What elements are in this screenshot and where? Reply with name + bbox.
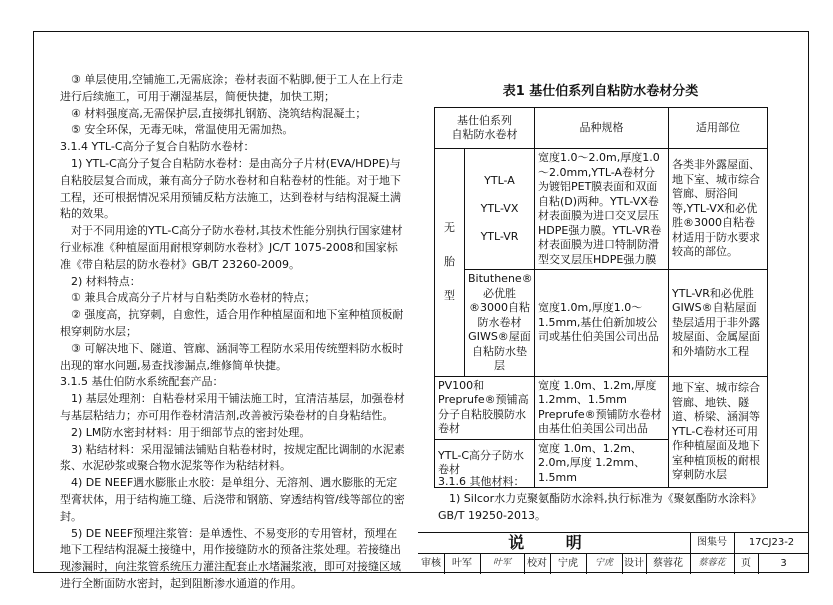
bituthene-use-cell: YTL-VR和必优胜GIWS®自粘屋面垫层适用于非外露坡屋面、金属屋面和外墙防水工程 — [669, 270, 768, 377]
drawing-title: 说 明 — [418, 533, 691, 554]
paragraph: 5) DE NEEF预埋注浆管：是单透性、不易变形的专用管材，预埋在地下工程结构混凝土接缝中，用作接缝防水的预备注浆处理。若接缝出现渗漏时，向注浆管系统压力灌注配套止水堵漏浆液，即可对接缝区域进行全断面防水密封，起到阻断渗水通道的作用。 — [60, 526, 401, 590]
paragraph: 1) YTL-C高分子复合自粘防水卷材：是由高分子片材(EVA/HDPE)与自粘胶层复合而成，兼有高分子防水卷材和自粘卷材的性能。对于地下工程，还可根据情况采用预铺反粘方法施工，达到卷材与结构混凝土满粘的效果。 — [60, 156, 401, 221]
header-product: 基仕伯系列 自粘防水卷材 — [435, 108, 535, 149]
table-title: 表1 基仕伯系列自粘防水卷材分类 — [502, 84, 699, 99]
classification-table — [434, 107, 768, 488]
header-spec: 品种规格 — [535, 108, 669, 149]
right-column — [434, 80, 767, 488]
wutai-char: 胎 — [444, 255, 455, 269]
ytl-spec-cell: 宽度1.0～2.0m,厚度1.0～2.0mm,YTL-A卷材分为镀铝PET膜表面和双面自粘(D)两种。YTL-VX卷材表面膜为进口交叉层压HDPE强力膜。YTL-VR卷材表面膜为进口特制防滑型交叉层压HDPE强力膜 — [535, 149, 669, 270]
ytl-use-cell: 各类非外露屋面、地下室、城市综合管廊、厨浴间等,YTL-VX和必优胜®3000自粘卷材适用于防水要求较高的部位。 — [669, 149, 768, 270]
paragraph: 1) 基层处理剂：自粘卷材采用干铺法施工时，宜清洁基层，加强卷材与基层粘结力；亦可用作卷材清洁剂,改善被污染卷材的自身粘结性。 — [60, 392, 405, 422]
type-ytl-vx: YTL-VX — [480, 202, 519, 215]
atlas-number-label: 图集号 — [690, 533, 735, 554]
type-ytl-vr: YTL-VR — [480, 230, 519, 243]
wutai-char: 型 — [444, 289, 455, 303]
ytlc-name-cell: YTL-C高分子防水卷材 — [435, 439, 535, 488]
checker-name: 宁虎 — [550, 553, 587, 574]
section-heading: 3.1.5 基仕伯防水系统配套产品： — [60, 375, 224, 389]
paragraph: ③ 可解决地下、隧道、管廊、涵洞等工程防水采用传统塑料防水板时出现的窜水问题,易查找渗漏点,维修简单快捷。 — [60, 341, 404, 372]
paragraph: 2) 材料特点： — [60, 274, 141, 288]
preprufe-use-text: 地下室、城市综合管廊、地铁、隧道、桥梁、涵洞等 — [672, 381, 760, 423]
ytlc-use-text: YTL-C卷材还可用作种植屋面及地下室种植顶板的耐根穿刺防水层 — [672, 424, 760, 481]
section-heading: 3.1.6 其他材料： — [438, 475, 525, 488]
designer-name: 蔡蓉花 — [646, 553, 691, 574]
paragraph: ③ 单层使用,空铺施工,无需底涂；卷材表面不粘脚,便于工人在上行走进行后续施工，可用于潮湿基层，简便快捷，加快工期； — [60, 73, 403, 103]
paragraph: 3) 粘结材料：采用湿铺法铺贴自粘卷材时，按规定配比调制的水泥素浆、水泥砂浆或聚合物水泥浆等作为粘结材料。 — [60, 442, 405, 473]
paragraph: ② 强度高，抗穿刺，自愈性，适合用作种植屋面和地下室种植顶板耐根穿刺防水层； — [60, 308, 404, 338]
paragraph: ⑤ 安全环保，无毒无味，常温使用无需加热。 — [60, 123, 294, 137]
header-use: 适用部位 — [669, 108, 768, 149]
bituthene-name-cell: Bituthene®必优胜®3000自粘防水卷材GIWS®屋面自粘防水垫层 — [465, 270, 535, 377]
title-block — [418, 532, 809, 574]
checker-signature: 宁虎 — [586, 553, 623, 574]
atlas-number: 17CJ23-2 — [734, 533, 809, 554]
designer-signature: 蔡蓉花 — [690, 553, 735, 574]
ytlc-spec-cell: 宽度 1.0m、1.2m、2.0m,厚度 1.2mm、1.5mm — [535, 439, 669, 488]
preprufe-spec-cell: 宽度 1.0m、1.2m,厚度 1.2mm、1.5mm Preprufe®预铺防水卷材由基仕伯美国公司出品 — [535, 376, 669, 439]
page-number: 3 — [780, 558, 787, 569]
wutai-label — [435, 149, 465, 377]
paragraph: 2) LM防水密封材料：用于细部节点的密封处理。 — [60, 425, 311, 439]
paragraph: 对于不同用途的YTL-C高分子防水卷材,其技术性能分别执行国家建材行业标准《种植屋面用耐根穿刺防水卷材》JC/T 1075-2008和国家标准《带自粘层的防水卷材》GB/T 23260-2009。 — [60, 224, 403, 271]
bituthene-spec-cell: 宽度1.0m,厚度1.0～1.5mm,基仕伯新加坡公司或基仕伯美国公司出品 — [535, 270, 669, 377]
ytl-types-cell — [465, 149, 535, 270]
preprufe-ytlc-use-cell — [669, 376, 768, 488]
review-label: 审核 — [418, 553, 445, 574]
paragraph: ① 兼具合成高分子片材与自粘类防水卷材的特点； — [60, 291, 316, 305]
type-ytl-a: YTL-A — [484, 174, 515, 187]
section-heading: 3.1.4 YTL-C高分子复合自粘防水卷材： — [60, 140, 255, 154]
wutai-char: 无 — [444, 221, 455, 235]
other-materials — [438, 474, 768, 524]
reviewer-signature: 叶军 — [480, 553, 525, 574]
page-label: 页 — [734, 553, 759, 574]
paragraph: 1) Silcor水力克聚氨酯防水涂料,执行标准为《聚氨酯防水涂料》GB/T 19250-2013。 — [438, 491, 762, 522]
design-label: 设计 — [622, 553, 647, 574]
left-text-column — [60, 72, 406, 593]
check-label: 校对 — [524, 553, 551, 574]
preprufe-name-cell: PV100和Preprufe®预铺高分子自粘胶膜防水卷材 — [435, 376, 535, 439]
paragraph: 4) DE NEEF遇水膨胀止水胶：是单组分、无溶剂、遇水膨胀的无定型膏状体，用于结构施工缝、后浇带和钢筋、穿透结构管/线等部位的密封。 — [60, 476, 405, 523]
reviewer-name: 叶军 — [444, 553, 481, 574]
signature-row — [418, 553, 809, 574]
paragraph: ④ 材料强度高,无需保护层,直接绑扎钢筋、浇筑结构混凝土； — [60, 106, 367, 120]
